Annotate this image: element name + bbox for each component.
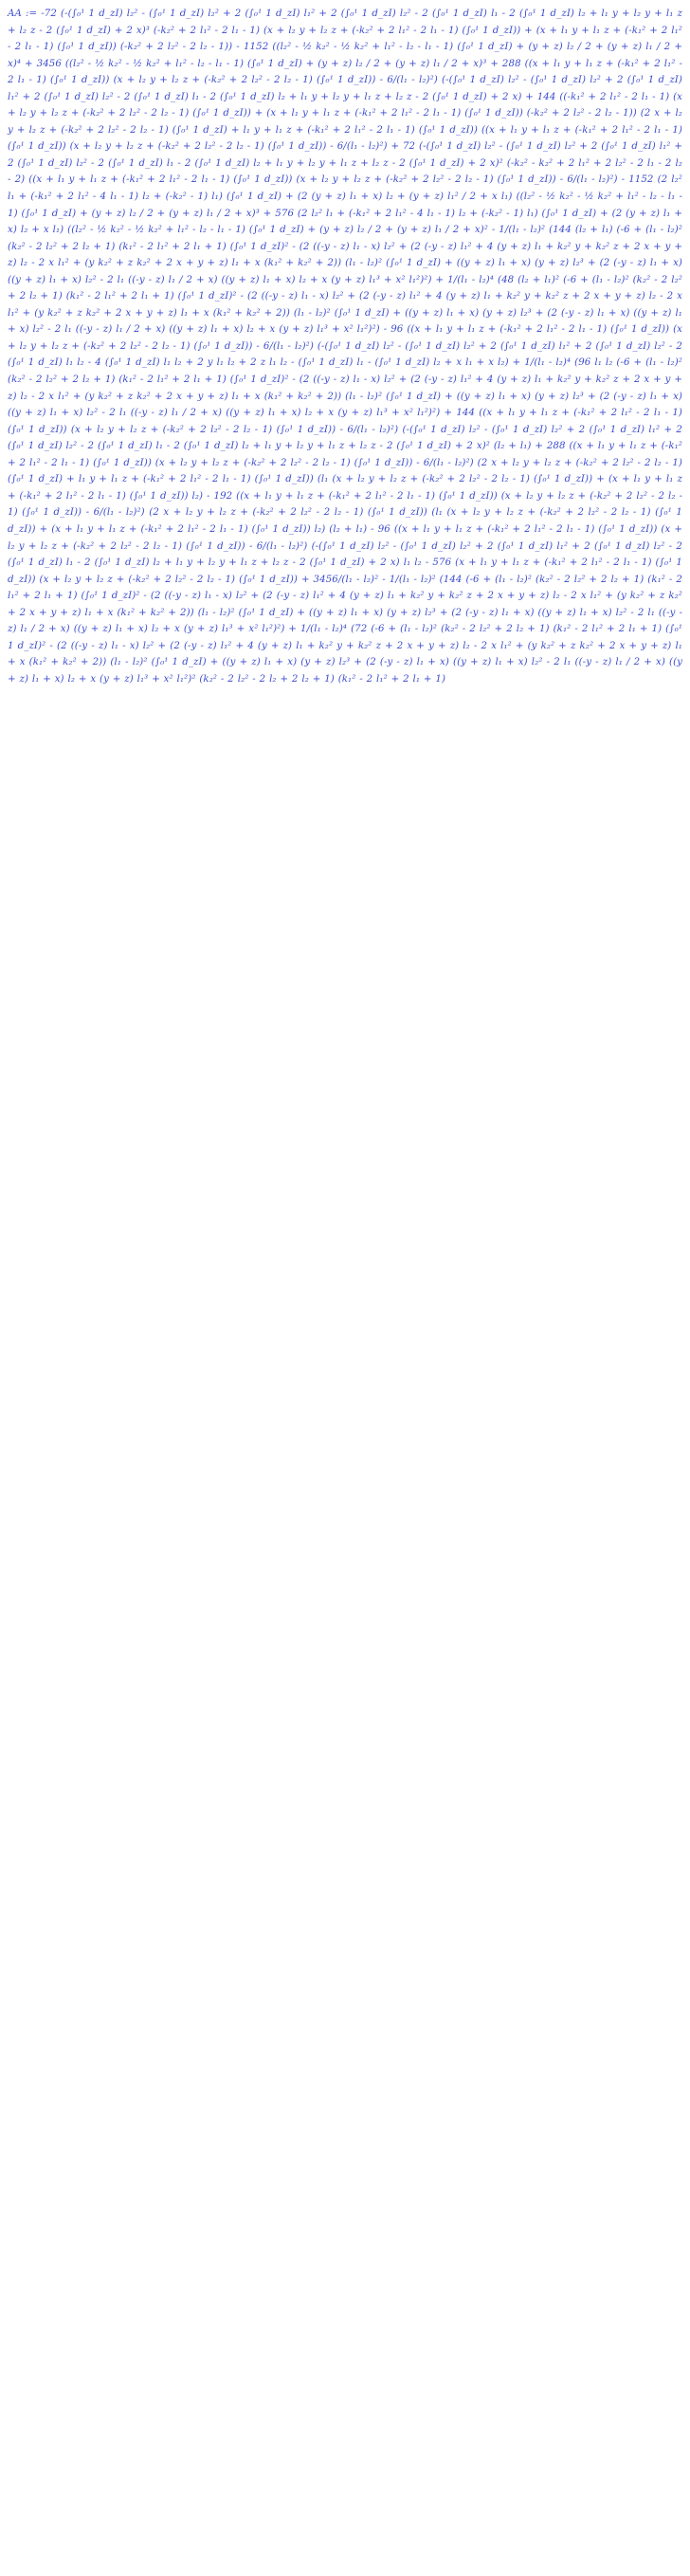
- symbolic-expression: AA := -72 (-(∫₀¹ 1 d_zI) l₂² - (∫₀¹ 1 d_zI) l₂² + 2 (∫₀¹ 1 d_zI) l₁² + 2 (∫₀¹ 1 d_zI) l₂² - 2 (∫₀¹ 1 d_zI) l₁ - 2 (∫₀¹ 1 d_zI) l₂ + l₁ y + l₂ y + l₁ z + l₂ z - 2 (∫₀¹ 1 d_zI) + 2 x)³ (-k₂² + 2 l₁² - 2 l₁ - 1) (x + l₂ y + l₂ z + (-k₂² + 2 l₁² - 2 l₁ - 1) (∫₀¹ 1 d_zI)) + (x + l₁ y + l₁ z + (-k₁² + 2 l₁² - 2 l₁ - 1) (∫₀¹ 1 d_zI)) (-k₂² + 2 l₂² - 2 l₂ - 1)) - 1152 ((l₂² - ½ k₂² - ½ k₂² + l₁² - l₂ - l₁ - 1) (∫₀¹ 1 d_zI) + (y + z) l₂ / 2 + (y + z) l₁ / 2 + x)⁴ + 3456 ((l₂² - ½ k₂² - ½ k₂² + l₁² - l₂ - l₁ - 1) (∫₀¹ 1 d_zI) + (y + z) l₂ / 2 + (y + z) l₁ / 2 + x)³ + 288 ((x + l₁ y + l₁ z + (-k₁² + 2 l₁² - 2 l₁ - 1) (∫₀¹ 1 d_zI)) (x + l₂ y + l₂ z + (-k₂² + 2 l₂² - 2 l₂ - 1) (∫₀¹ 1 d_zI)) - 6/(l₁ - l₂)²) (-(∫₀¹ 1 d_zI) l₂² - (∫₀¹ 1 d_zI) l₂² + 2 (∫₀¹ 1 d_zI) l₁² + 2 (∫₀¹ 1 d_zI) l₂² - 2 (∫₀¹ 1 d_zI) l₁ - 2 (∫₀¹ 1 d_zI) l₂ + l₁ y + l₂ y + l₁ z + l₂ z - 2 (∫₀¹ 1 d_zI) + 2 x) + 144 ((-k₁² + 2 l₁² - 2 l₁ - 1) (x + l₂ y + l₂ z + (-k₂² + 2 l₂² - 2 l₂ - 1) (∫₀¹ 1 d_zI)) + (x + l₁ y + l₁ z + (-k₁² + 2 l₁² - 2 l₁ - 1) (∫₀¹ 1 d_zI)) (-k₂² + 2 l₂² - 2 l₂ - 1)) (2 x + l₂ y + l₂ z + (-k₂² + 2 l₂² - 2 l₂ - 1) (∫₀¹ 1 d_zI) + l₁ y + l₁ z + (-k₁² + 2 l₁² - 2 l₁ - 1) (∫₀¹ 1 d_zI)) ((x + l₁ y + l₁ z + (-k₁² + 2 l₁² - 2 l₁ - 1) (∫₀¹ 1 d_zI)) (x + l₂ y + l₂ z + (-k₂² + 2 l₂² - 2 l₂ - 1) (∫₀¹ 1 d_zI)) - 6/(l₁ - l₂)²) + 72 (-(∫₀¹ 1 d_zI) l₂² - (∫₀¹ 1 d_zI) l₂² + 2 (∫₀¹ 1 d_zI) l₁² + 2 (∫₀¹ 1 d_zI) l₂² - 2 (∫₀¹ 1 d_zI) l₁ - 2 (∫₀¹ 1 d_zI) l₂ + l₁ y + l₂ y + l₁ z + l₂ z - 2 (∫₀¹ 1 d_zI) + 2 x)² (-k₂² - k₂² + 2 l₁² + 2 l₂² - 2 l₁ - 2 l₂ - 2) ((x + l₁ y + l₁ z + (-k₁² + 2 l₁² - 2 l₁ - 1) (∫₀¹ 1 d_zI)) (x + l₂ y + l₂ z + (-k₂² + 2 l₂² - 2 l₂ - 1) (∫₀¹ 1 d_zI)) - 6/(l₁ - l₂)²) - 1152 (2 l₂² l₁ + (-k₁² + 2 l₁² - 4 l₁ - 1) l₂ + (-k₂² - 1) l₁) (∫₀¹ 1 d_zI) + (2 (y + z) l₁ + x) l₂ + (y + z) l₁² / 2 + x l₁) ((l₂² - ½ k₂² - ½ k₂² + l₁² - l₂ - l₁ - 1) (∫₀¹ 1 d_zI) + (y + z) l₂ / 2 + (y + z) l₁ / 2 + x)³ + 576 (2 l₂² l₁ + (-k₁² + 2 l₁² - 4 l₁ - 1) l₂ + (-k₂² - 1) l₁) (∫₀¹ 1 d_zI) + (2 (y + z) l₁ + x) l₂ + x l₁) ((l₂² - ½ k₂² - ½ k₂² + l₁² - l₂ - l₁ - 1) (∫₀¹ 1 d_zI) + (y + z) l₂ / 2 + (y + z) l₁ / 2 + x)² - 1/(l₁ - l₂)² (144 (l₂ + l₁) (-6 + (l₁ - l₂)² (k₂² - 2 l₂² + 2 l₂ + 1) (k₁² - 2 l₁² + 2 l₁ + 1) (∫₀¹ 1 d_zI)² - (2 ((-y - z) l₁ - x) l₂² + (2 (-y - z) l₁² + 4 (y + z) l₁ + k₂² y + k₂² z + 2 x + y + z) l₂ - 2 x l₁² + (y k₂² + z k₂² + 2 x + y + z) l₁ + x (k₁² + k₂² + 2)) (l₁ - l₂)² (∫₀¹ 1 d_zI) + ((y + z) l₁ + x) (y + z) l₂³ + (2 (-y - z) l₁ + x) ((y + z) l₁ + x) l₂² - 2 l₁ ((-y - z) l₁ / 2 + x) ((y + z) l₁ + x) l₂ + x (y + z) l₁³ + x² l₁²)²) + 1/(l₁ - l₂)⁴ (48 (l₂ + l₁)² (-6 + (l₁ - l₂)² (k₂² - 2 l₂² + 2 l₂ + 1) (k₁² - 2 l₁² + 2 l₁ + 1) (∫₀¹ 1 d_zI)² - (2 ((-y - z) l₁ - x) l₂² + (2 (-y - z) l₁² + 4 (y + z) l₁ + k₂² y + k₂² z + 2 x + y + z) l₂ - 2 x l₁² + (y k₂² + z k₂² + 2 x + y + z) l₁ + x (k₁² + k₂² + 2)) (l₁ - l₂)² (∫₀¹ 1 d_zI) + ((y + z) l₁ + x) (y + z) l₂³ + (2 (-y - z) l₁ + x) ((y + z) l₁ + x) l₂² - 2 l₁ ((-y - z) l₁ / 2 + x) ((y + z) l₁ + x) l₂ + x (y + z) l₁³ + x² l₁²)²) - 96 ((x + l₁ y + l₁ z + (-k₁² + 2 l₁² - 2 l₁ - 1) (∫₀¹ 1 d_zI)) (x + l₂ y + l₂ z + (-k₂² + 2 l₂² - 2 l₂ - 1) (∫₀¹ 1 d_zI)) - 6/(l₁ - l₂)²) (-(∫₀¹ 1 d_zI) l₂² - (∫₀¹ 1 d_zI) l₂² + 2 (∫₀¹ 1 d_zI) l₁² + 2 (∫₀¹ 1 d_zI) l₂² - 2 (∫₀¹ 1 d_zI) l₁ l₂ - 4 (∫₀¹ 1 d_zI) l₁ l₂ + 2 y l₁ l₂ + 2 z l₁ l₂ - (∫₀¹ 1 d_zI) l₁ - (∫₀¹ 1 d_zI) l₂ + x l₁ + x l₂) + 1/(l₁ - l₂)⁴ (96 l₁ l₂ (-6 + (l₁ - l₂)² (k₂² - 2 l₂² + 2 l₂ + 1) (k₁² - 2 l₁² + 2 l₁ + 1) (∫₀¹ 1 d_zI)² - (2 ((-y - z) l₁ - x) l₂² + (2 (-y - z) l₁² + 4 (y + z) l₁ + k₂² y + k₂² z + 2 x + y + z) l₂ - 2 x l₁² + (y k₂² + z k₂² + 2 x + y + z) l₁ + x (k₁² + k₂² + 2)) (l₁ - l₂)² (∫₀¹ 1 d_zI) + ((y + z) l₁ + x) (y + z) l₂³ + (2 (-y - z) l₁ + x) ((y + z) l₁ + x) l₂² - 2 l₁ ((-y - z) l₁ / 2 + x) ((y + z) l₁ + x) l₂ + x (y + z) l₁³ + x² l₁²)²) + 144 ((x + l₁ y + l₁ z + (-k₁² + 2 l₁² - 2 l₁ - 1) (∫₀¹ 1 d_zI)) (x + l₂ y + l₂ z + (-k₂² + 2 l₂² - 2 l₂ - 1) (∫₀¹ 1 d_zI)) - 6/(l₁ - l₂)²) (-(∫₀¹ 1 d_zI) l₂² - (∫₀¹ 1 d_zI) l₂² + 2 (∫₀¹ 1 d_zI) l₁² + 2 (∫₀¹ 1 d_zI) l₂² - 2 (∫₀¹ 1 d_zI) l₁ - 2 (∫₀¹ 1 d_zI) l₂ + l₁ y + l₂ y + l₁ z + l₂ z - 2 (∫₀¹ 1 d_zI) + 2 x)² (l₂ + l₁) + 288 ((x + l₁ y + l₁ z + (-k₁² + 2 l₁² - 2 l₁ - 1) (∫₀¹ 1 d_zI)) (x + l₂ y + l₂ z + (-k₂² + 2 l₂² - 2 l₂ - 1) (∫₀¹ 1 d_zI)) - 6/(l₁ - l₂)²) (2 x + l₂ y + l₂ z + (-k₂² + 2 l₂² - 2 l₂ - 1) (∫₀¹ 1 d_zI) + l₁ y + l₁ z + (-k₁² + 2 l₁² - 2 l₁ - 1) (∫₀¹ 1 d_zI)) (l₁ (x + l₂ y + l₂ z + (-k₂² + 2 l₂² - 2 l₂ - 1) (∫₀¹ 1 d_zI)) + (x + l₁ y + l₁ z + (-k₁² + 2 l₁² - 2 l₁ - 1) (∫₀¹ 1 d_zI)) l₂) - 192 ((x + l₁ y + l₁ z + (-k₁² + 2 l₁² - 2 l₁ - 1) (∫₀¹ 1 d_zI)) (x + l₂ y + l₂ z + (-k₂² + 2 l₂² - 2 l₂ - 1) (∫₀¹ 1 d_zI)) - 6/(l₁ - l₂)²) (2 x + l₂ y + l₂ z + (-k₂² + 2 l₂² - 2 l₂ - 1) (∫₀¹ 1 d_zI)) (l₁ (x + l₂ y + l₂ z + (-k₂² + 2 l₂² - 2 l₂ - 1) (∫₀¹ 1 d_zI)) + (x + l₁ y + l₁ z + (-k₁² + 2 l₁² - 2 l₁ - 1) (∫₀¹ 1 d_zI)) l₂) (l₂ + l₁) - 96 ((x + l₁ y + l₁ z + (-k₁² + 2 l₁² - 2 l₁ - 1) (∫₀¹ 1 d_zI)) (x + l₂ y + l₂ z + (-k₂² + 2 l₂² - 2 l₂ - 1) (∫₀¹ 1 d_zI)) - 6/(l₁ - l₂)²) (-(∫₀¹ 1 d_zI) l₂² - (∫₀¹ 1 d_zI) l₂² + 2 (∫₀¹ 1 d_zI) l₁² + 2 (∫₀¹ 1 d_zI) l₂² - 2 (∫₀¹ 1 d_zI) l₁ - 2 (∫₀¹ 1 d_zI) l₂ + l₁ y + l₂ y + l₁ z + l₂ z - 2 (∫₀¹ 1 d_zI) + 2 x) l₁ l₂ - 576 (x + l₁ y + l₁ z + (-k₁² + 2 l₁² - 2 l₁ - 1) (∫₀¹ 1 d_zI)) (x + l₂ y + l₂ z + (-k₂² + 2 l₂² - 2 l₂ - 1) (∫₀¹ 1 d_zI)) + 3456/(l₁ - l₂)² - 1/(l₁ - l₂)² (144 (-6 + (l₁ - l₂)² (k₂² - 2 l₂² + 2 l₂ + 1) (k₁² - 2 l₁² + 2 l₁ + 1) (∫₀¹ 1 d_zI)² - (2 ((-y - z) l₁ - x) l₂² + (2 (-y - z) l₁² + 4 (y + z) l₁ + k₂² y + k₂² z + 2 x + y + z) l₂ - 2 x l₁² + (y k₂² + z k₂² + 2 x + y + z) l₁ + x (k₁² + k₂² + 2)) (l₁ - l₂)² (∫₀¹ 1 d_zI) + ((y + z) l₁ + x) (y + z) l₂³ + (2 (-y - z) l₁ + x) ((y + z) l₁ + x) l₂² - 2 l₁ ((-y - z) l₁ / 2 + x) ((y + z) l₁ + x) l₂ + x (y + z) l₁³ + x² l₁²)²) + 1/(l₁ - l₂)⁴ (72 (-6 + (l₁ - l₂)² (k₂² - 2 l₂² + 2 l₂ + 1) (k₁² - 2 l₁² + 2 l₁ + 1) (∫₀¹ 1 d_zI)² - (2 ((-y - z) l₁ - x) l₂² + (2 (-y - z) l₁² + 4 (y + z) l₁ + k₂² y + k₂² z + 2 x + y + z) l₂ - 2 x l₁² + (y k₂² + z k₂² + 2 x + y + z) l₁ + x (k₁² + k₂² + 2)) (l₁ - l₂)² (∫₀¹ 1 d_zI) + ((y + z) l₁ + x) (y + z) l₂³ + (2 (-y - z) l₁ + x) ((y + z) l₁ + x) l₂² - 2 l₁ ((-y - z) l₁ / 2 + x) ((y + z) l₁ + x) l₂ + x (y + z) l₁³ + x² l₁²)² (k₂² - 2 l₂² - 2 l₂ + 2 l₂ + 1) (k₁² - 2 l₁² + 2 l₁ + 1): [8, 9, 682, 685]
- math-output-page: [0, 0, 690, 697]
